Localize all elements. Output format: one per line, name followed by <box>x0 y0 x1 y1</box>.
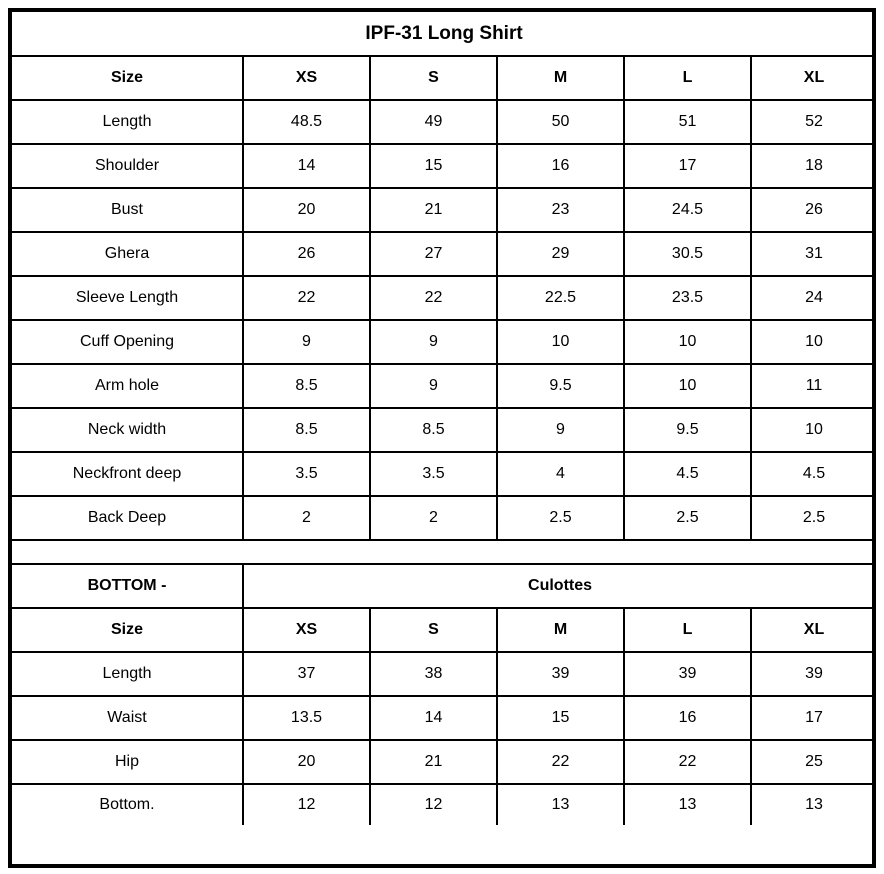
measurement-value: 10 <box>751 408 876 452</box>
measurement-value: 8.5 <box>243 408 370 452</box>
bottom-size-header: Size <box>12 608 243 652</box>
measurement-value: 51 <box>624 100 751 144</box>
shirt-measurement-row <box>12 144 876 188</box>
measurement-label: Neckfront deep <box>12 452 243 496</box>
measurement-value: 15 <box>370 144 497 188</box>
bottom-header-row <box>12 608 876 652</box>
measurement-label: Sleeve Length <box>12 276 243 320</box>
measurement-value: 39 <box>751 652 876 696</box>
measurement-value: 22 <box>497 740 624 784</box>
measurement-value: 16 <box>497 144 624 188</box>
measurement-value: 9 <box>497 408 624 452</box>
measurement-value: 11 <box>751 364 876 408</box>
measurement-value: 15 <box>497 696 624 740</box>
measurement-value: 27 <box>370 232 497 276</box>
shirt-header-row <box>12 56 876 100</box>
measurement-value: 26 <box>243 232 370 276</box>
measurement-value: 20 <box>243 188 370 232</box>
measurement-value: 8.5 <box>243 364 370 408</box>
measurement-value: 3.5 <box>370 452 497 496</box>
measurement-value: 22 <box>243 276 370 320</box>
measurement-value: 48.5 <box>243 100 370 144</box>
measurement-value: 17 <box>624 144 751 188</box>
measurement-value: 52 <box>751 100 876 144</box>
shirt-measurement-row <box>12 452 876 496</box>
measurement-label: Back Deep <box>12 496 243 540</box>
shirt-measurement-row <box>12 100 876 144</box>
bottom-measurement-row <box>12 696 876 740</box>
measurement-value: 10 <box>497 320 624 364</box>
bottom-section-label: BOTTOM - <box>12 564 243 608</box>
bottom-garment-name: Culottes <box>243 564 876 608</box>
measurement-value: 50 <box>497 100 624 144</box>
section-spacer <box>12 540 876 564</box>
measurement-value: 26 <box>751 188 876 232</box>
shirt-measurement-row <box>12 320 876 364</box>
bottom-measurement-row <box>12 740 876 784</box>
measurement-label: Hip <box>12 740 243 784</box>
measurement-value: 4.5 <box>751 452 876 496</box>
size-chart <box>8 8 876 868</box>
measurement-value: 23.5 <box>624 276 751 320</box>
measurement-value: 2 <box>243 496 370 540</box>
measurement-value: 14 <box>370 696 497 740</box>
bottom-section-row <box>12 564 876 608</box>
shirt-measurement-row <box>12 232 876 276</box>
shirt-size-xs: XS <box>243 56 370 100</box>
measurement-value: 8.5 <box>370 408 497 452</box>
shirt-measurement-row <box>12 496 876 540</box>
measurement-value: 31 <box>751 232 876 276</box>
measurement-label: Ghera <box>12 232 243 276</box>
measurement-value: 2.5 <box>497 496 624 540</box>
measurement-value: 39 <box>624 652 751 696</box>
measurement-label: Cuff Opening <box>12 320 243 364</box>
measurement-value: 10 <box>624 320 751 364</box>
measurement-label: Bust <box>12 188 243 232</box>
measurement-value: 4.5 <box>624 452 751 496</box>
shirt-size-m: M <box>497 56 624 100</box>
measurement-value: 49 <box>370 100 497 144</box>
measurement-value: 9 <box>370 364 497 408</box>
bottom-size-m: M <box>497 608 624 652</box>
measurement-value: 24.5 <box>624 188 751 232</box>
spacer-cell <box>12 540 876 564</box>
bottom-size-xs: XS <box>243 608 370 652</box>
bottom-size-s: S <box>370 608 497 652</box>
measurement-label: Neck width <box>12 408 243 452</box>
measurement-value: 21 <box>370 740 497 784</box>
measurement-value: 9.5 <box>624 408 751 452</box>
shirt-measurement-row <box>12 364 876 408</box>
measurement-value: 2.5 <box>624 496 751 540</box>
measurement-value: 13 <box>751 784 876 825</box>
measurement-label: Length <box>12 100 243 144</box>
measurement-value: 13.5 <box>243 696 370 740</box>
shirt-size-s: S <box>370 56 497 100</box>
bottom-measurement-row <box>12 652 876 696</box>
bottom-size-l: L <box>624 608 751 652</box>
bottom-measurement-row <box>12 784 876 825</box>
measurement-value: 10 <box>624 364 751 408</box>
measurement-value: 29 <box>497 232 624 276</box>
measurement-value: 23 <box>497 188 624 232</box>
measurement-value: 39 <box>497 652 624 696</box>
measurement-value: 4 <box>497 452 624 496</box>
measurement-value: 2 <box>370 496 497 540</box>
measurement-value: 38 <box>370 652 497 696</box>
shirt-measurement-row <box>12 276 876 320</box>
shirt-size-xl: XL <box>751 56 876 100</box>
measurement-value: 12 <box>243 784 370 825</box>
measurement-label: Shoulder <box>12 144 243 188</box>
measurement-value: 13 <box>624 784 751 825</box>
size-chart-table <box>12 12 876 825</box>
measurement-value: 21 <box>370 188 497 232</box>
measurement-value: 22 <box>370 276 497 320</box>
measurement-value: 22.5 <box>497 276 624 320</box>
measurement-label: Waist <box>12 696 243 740</box>
measurement-value: 9.5 <box>497 364 624 408</box>
shirt-measurement-row <box>12 188 876 232</box>
measurement-value: 30.5 <box>624 232 751 276</box>
measurement-value: 2.5 <box>751 496 876 540</box>
measurement-value: 10 <box>751 320 876 364</box>
measurement-label: Length <box>12 652 243 696</box>
measurement-value: 37 <box>243 652 370 696</box>
measurement-value: 24 <box>751 276 876 320</box>
measurement-value: 17 <box>751 696 876 740</box>
shirt-size-header: Size <box>12 56 243 100</box>
measurement-value: 16 <box>624 696 751 740</box>
measurement-value: 20 <box>243 740 370 784</box>
measurement-label: Bottom. <box>12 784 243 825</box>
shirt-size-l: L <box>624 56 751 100</box>
chart-title: IPF-31 Long Shirt <box>12 12 876 56</box>
measurement-value: 25 <box>751 740 876 784</box>
measurement-value: 9 <box>243 320 370 364</box>
measurement-value: 18 <box>751 144 876 188</box>
measurement-label: Arm hole <box>12 364 243 408</box>
measurement-value: 3.5 <box>243 452 370 496</box>
shirt-measurement-row <box>12 408 876 452</box>
measurement-value: 12 <box>370 784 497 825</box>
measurement-value: 13 <box>497 784 624 825</box>
measurement-value: 14 <box>243 144 370 188</box>
measurement-value: 22 <box>624 740 751 784</box>
measurement-value: 9 <box>370 320 497 364</box>
bottom-size-xl: XL <box>751 608 876 652</box>
